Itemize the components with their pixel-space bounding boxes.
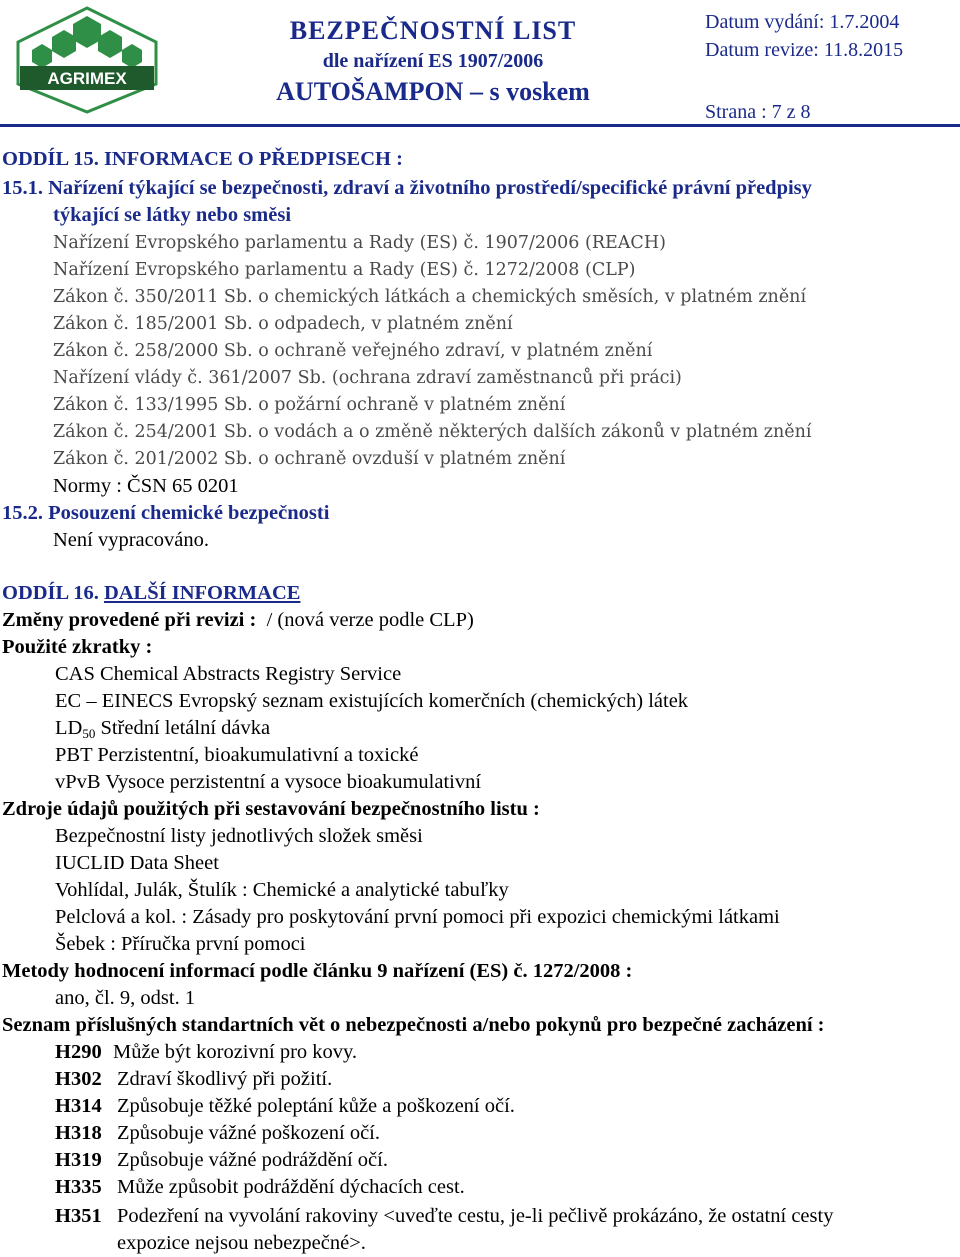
- methods-label: Metody hodnocení informací podle článku 9 nařízení (ES) č. 1272/2008 :: [2, 960, 633, 982]
- hphrase-item: H290 Může být korozivní pro kovy.: [55, 1041, 358, 1063]
- header-title-block: [268, 14, 598, 110]
- section15-1-heading-line1: 15.1. Nařízení týkající se bezpečnosti, zdraví a životního prostředí/specifické právní předpisy: [2, 177, 812, 199]
- source-item: Šebek : Příručka první pomoci: [55, 933, 306, 955]
- hphrase-item: H351 Podezření na vyvolání rakoviny <uveďte cestu, je-li pečlivě prokázáno, že ostatní cesty: [55, 1205, 834, 1227]
- hphrase-item: H319 Způsobuje vážné podráždění očí.: [55, 1149, 388, 1171]
- regulation-item: Nařízení Evropského parlamentu a Rady (ES) č. 1907/2006 (REACH): [53, 233, 666, 253]
- norms-line: Normy : ČSN 65 0201: [53, 475, 239, 497]
- abbrev-item: PBT Perzistentní, bioakumulativní a toxické: [55, 744, 419, 766]
- hphrases-label: Seznam příslušných standartních vět o nebezpečnosti a/nebo pokynů pro bezpečné zacházení :: [2, 1014, 825, 1036]
- regulation-item: Zákon č. 133/1995 Sb. o požární ochraně v platném znění: [53, 395, 566, 415]
- regulation-item: Nařízení vlády č. 361/2007 Sb. (ochrana zdraví zaměstnanců při práci): [53, 368, 682, 388]
- source-item: Bezpečnostní listy jednotlivých složek směsi: [55, 825, 423, 847]
- section15-2-heading: 15.2. Posouzení chemické bezpečnosti: [2, 502, 330, 524]
- abbrev-item: EC – EINECS Evropský seznam existujících komerčních (chemických) látek: [55, 690, 689, 712]
- logo-text: AGRIMEX: [47, 69, 127, 88]
- abbrev-item-ld50: $LD_{50}$ Střední letální dávka: [55, 717, 271, 741]
- page-number: Strana : 7 z 8: [705, 101, 811, 123]
- changes-label: Změny provedené při revizi :: [2, 609, 257, 631]
- regulation-item: Zákon č. 185/2001 Sb. o odpadech, v platném znění: [53, 314, 513, 334]
- source-item: Vohlídal, Julák, Štulík : Chemické a analytické tabuľky: [55, 879, 509, 901]
- issue-date: Datum vydání: 1.7.2004: [705, 11, 900, 33]
- section15-2-text: Není vypracováno.: [53, 529, 209, 551]
- section15-heading: ODDÍL 15. INFORMACE O PŘEDPISECH :: [2, 148, 403, 170]
- document-title: BEZPEČNOSTNÍ LIST: [289, 16, 577, 45]
- hphrase-item: H335 Může způsobit podráždění dýchacích cest.: [55, 1176, 465, 1198]
- sources-label: Zdroje údajů použitých při sestavování bezpečnostního listu :: [2, 798, 540, 820]
- regulation-item: Nařízení Evropského parlamentu a Rady (ES) č. 1272/2008 (CLP): [53, 260, 636, 280]
- source-item: IUCLID Data Sheet: [55, 852, 219, 874]
- agrimex-logo: [6, 4, 168, 116]
- changes-value: / (nová verze podle CLP): [266, 609, 474, 631]
- hphrase-continuation: expozice nejsou nebezpečné>.: [117, 1232, 366, 1254]
- hphrase-item: H302 Zdraví škodlivý při požití.: [55, 1068, 333, 1090]
- page-header: [0, 0, 960, 128]
- abbrev-item: CAS Chemical Abstracts Registry Service: [55, 663, 402, 685]
- abbrev-label: Použité zkratky :: [2, 636, 153, 658]
- header-dates: [705, 8, 903, 126]
- regulation-item: Zákon č. 350/2011 Sb. o chemických látkách a chemických směsích, v platném znění: [53, 287, 807, 307]
- hphrase-item: H318 Způsobuje vážné poškození očí.: [55, 1122, 381, 1144]
- hphrase-item: H314 Způsobuje těžké poleptání kůže a poškození očí.: [55, 1095, 515, 1117]
- document-subtitle: dle nařízení ES 1907/2006: [322, 50, 544, 72]
- methods-value: ano, čl. 9, odst. 1: [55, 987, 196, 1009]
- regulation-item: Zákon č. 258/2000 Sb. o ochraně veřejného zdraví, v platném znění: [53, 341, 653, 361]
- section16-heading: ODDÍL 16. DALŠÍ INFORMACE: [2, 582, 301, 604]
- changes-line: [2, 607, 474, 634]
- product-name: AUTOŠAMPON – s voskem: [276, 77, 590, 106]
- section15-1-heading-line2: týkající se látky nebo směsi: [53, 204, 292, 226]
- regulation-item: Zákon č. 254/2001 Sb. o vodách a o změně některých dalších zákonů v platném znění: [53, 422, 812, 442]
- regulation-item: Zákon č. 201/2002 Sb. o ochraně ovzduší v platném znění: [53, 449, 566, 469]
- source-item: Pelclová a kol. : Zásady pro poskytování první pomoci při expozici chemickými látkami: [55, 906, 780, 928]
- header-divider: [0, 124, 960, 127]
- abbrev-item: vPvB Vysoce perzistentní a vysoce bioakumulativní: [55, 771, 482, 793]
- revision-date: Datum revize: 11.8.2015: [705, 39, 904, 61]
